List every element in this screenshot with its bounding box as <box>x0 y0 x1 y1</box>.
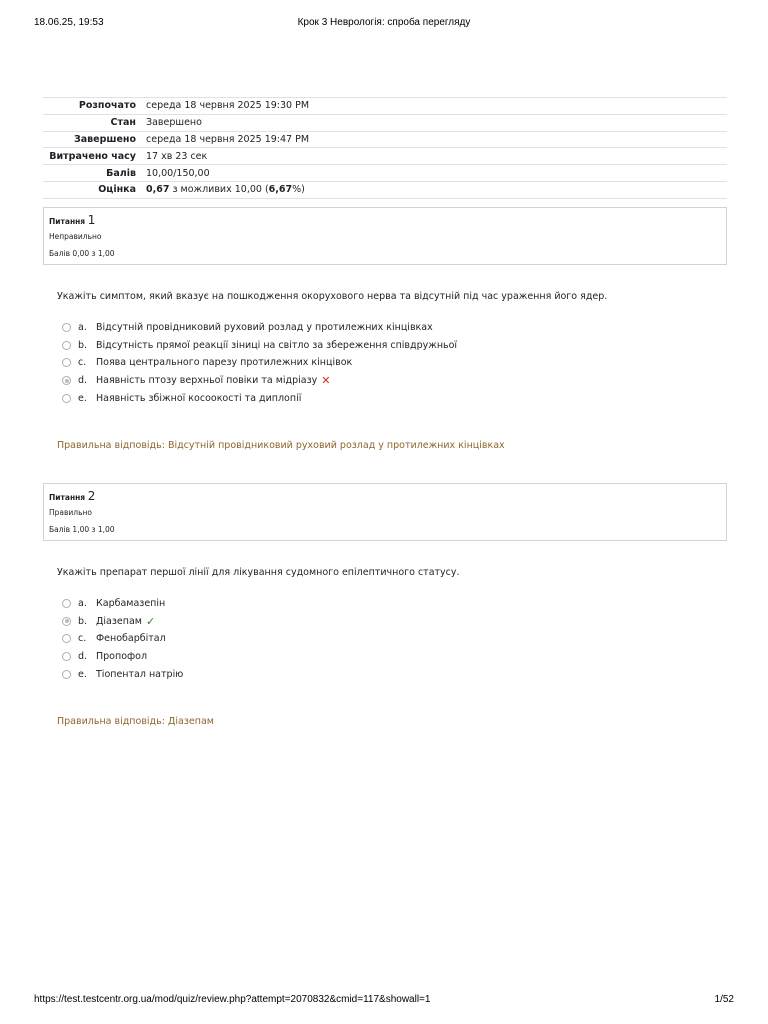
answer-option-selected[interactable] <box>62 613 183 631</box>
answer-option[interactable] <box>62 337 457 355</box>
radio-button[interactable] <box>62 599 71 608</box>
question-state: Неправильно <box>49 232 102 241</box>
answer-list <box>62 319 457 407</box>
print-date: 18.06.25, 19:53 <box>34 17 104 28</box>
answer-letter: a. <box>78 322 87 334</box>
answer-text: Наявність птозу верхньої повіки та мідріазу <box>96 375 318 387</box>
print-title: Крок 3 Неврологія: спроба перегляду <box>297 17 471 28</box>
grade-end: %) <box>292 184 305 196</box>
grade-percent: 6,67 <box>268 184 293 196</box>
answer-text: Діазепам <box>96 615 142 627</box>
answer-list <box>62 595 183 683</box>
question-grade: Балів 1,00 з 1,00 <box>49 525 115 534</box>
answer-letter: c. <box>78 633 87 645</box>
radio-button[interactable] <box>62 634 71 643</box>
answer-option[interactable] <box>62 630 183 648</box>
summary-label: Витрачено часу <box>49 150 136 162</box>
summary-row <box>43 165 727 182</box>
radio-button[interactable] <box>62 323 71 332</box>
page-counter: 1/52 <box>714 994 734 1005</box>
question-number-value: 1 <box>87 213 96 227</box>
answer-option[interactable] <box>62 389 457 407</box>
question-label: Питання <box>49 493 86 502</box>
question-text: Укажіть препарат першої лінії для лікування судомного епілептичного статусу. <box>57 567 460 578</box>
answer-letter: c. <box>78 357 87 369</box>
answer-option[interactable] <box>62 595 183 613</box>
attempt-summary-table <box>43 97 727 199</box>
question-info-box <box>43 483 727 541</box>
answer-option[interactable] <box>62 319 457 337</box>
summary-grade-value <box>146 181 727 198</box>
question-number <box>49 212 721 230</box>
answer-text: Поява центрального парезу протилежних кінцівок <box>96 357 353 369</box>
answer-text: Тіопентал натрію <box>96 668 184 680</box>
answer-letter: e. <box>78 392 87 404</box>
summary-row <box>43 114 727 131</box>
summary-value: середа 18 червня 2025 19:30 PM <box>146 100 310 112</box>
summary-row <box>43 148 727 165</box>
summary-value: 17 хв 23 сек <box>146 150 208 162</box>
summary-value: 10,00/150,00 <box>146 167 210 179</box>
radio-button[interactable] <box>62 652 71 661</box>
question-number-value: 2 <box>87 489 96 503</box>
summary-value: Завершено <box>146 117 202 129</box>
right-answer: Правильна відповідь: Відсутній провідниковий руховий розлад у протилежних кінцівках <box>57 440 505 451</box>
print-footer <box>34 994 734 1008</box>
summary-row <box>43 181 727 198</box>
answer-text: Відсутній провідниковий руховий розлад у протилежних кінцівках <box>96 322 433 334</box>
summary-row <box>43 131 727 148</box>
answer-text: Фенобарбітал <box>96 633 166 645</box>
radio-button[interactable] <box>62 358 71 367</box>
question-number <box>49 488 721 506</box>
grade-middle: з можливих 10,00 ( <box>169 184 269 196</box>
answer-text: Пропофол <box>96 651 148 663</box>
radio-button[interactable] <box>62 670 71 679</box>
summary-label: Завершено <box>73 133 136 145</box>
question-grade: Балів 0,00 з 1,00 <box>49 249 115 258</box>
answer-letter: b. <box>78 615 88 627</box>
question-state: Правильно <box>49 508 92 517</box>
answer-letter: b. <box>78 339 88 351</box>
radio-button-checked[interactable] <box>62 376 71 385</box>
summary-label: Розпочато <box>78 100 136 112</box>
incorrect-icon: ✕ <box>321 374 331 388</box>
summary-value: середа 18 червня 2025 19:47 PM <box>146 133 310 145</box>
answer-letter: a. <box>78 598 87 610</box>
answer-letter: d. <box>78 375 88 387</box>
question-text: Укажіть симптом, який вказує на пошкодження окорухового нерва та відсутній під час ураження його ядер. <box>57 291 608 302</box>
answer-option[interactable] <box>62 665 183 683</box>
radio-button-checked[interactable] <box>62 617 71 626</box>
grade-score: 0,67 <box>146 184 170 196</box>
answer-text: Відсутність прямої реакції зіниці на світло за збереження співдружньої <box>96 339 458 351</box>
answer-option[interactable] <box>62 648 183 666</box>
right-answer: Правильна відповідь: Діазепам <box>57 716 214 727</box>
summary-label: Балів <box>106 167 136 179</box>
answer-letter: e. <box>78 668 87 680</box>
print-url: https://test.testcentr.org.ua/mod/quiz/review.php?attempt=2070832&cmid=117&showall=1 <box>34 994 431 1005</box>
correct-icon: ✓ <box>145 614 156 628</box>
summary-label: Оцінка <box>98 184 136 196</box>
question-label: Питання <box>49 217 86 226</box>
print-header <box>34 17 734 31</box>
summary-label: Стан <box>110 117 136 129</box>
answer-option-selected[interactable] <box>62 372 457 390</box>
answer-option[interactable] <box>62 354 457 372</box>
answer-letter: d. <box>78 651 88 663</box>
summary-row <box>43 98 727 115</box>
radio-button[interactable] <box>62 394 71 403</box>
question-info-box <box>43 207 727 265</box>
answer-text: Наявність збіжної косоокості та диплопії <box>96 392 302 404</box>
radio-button[interactable] <box>62 341 71 350</box>
answer-text: Карбамазепін <box>96 598 166 610</box>
